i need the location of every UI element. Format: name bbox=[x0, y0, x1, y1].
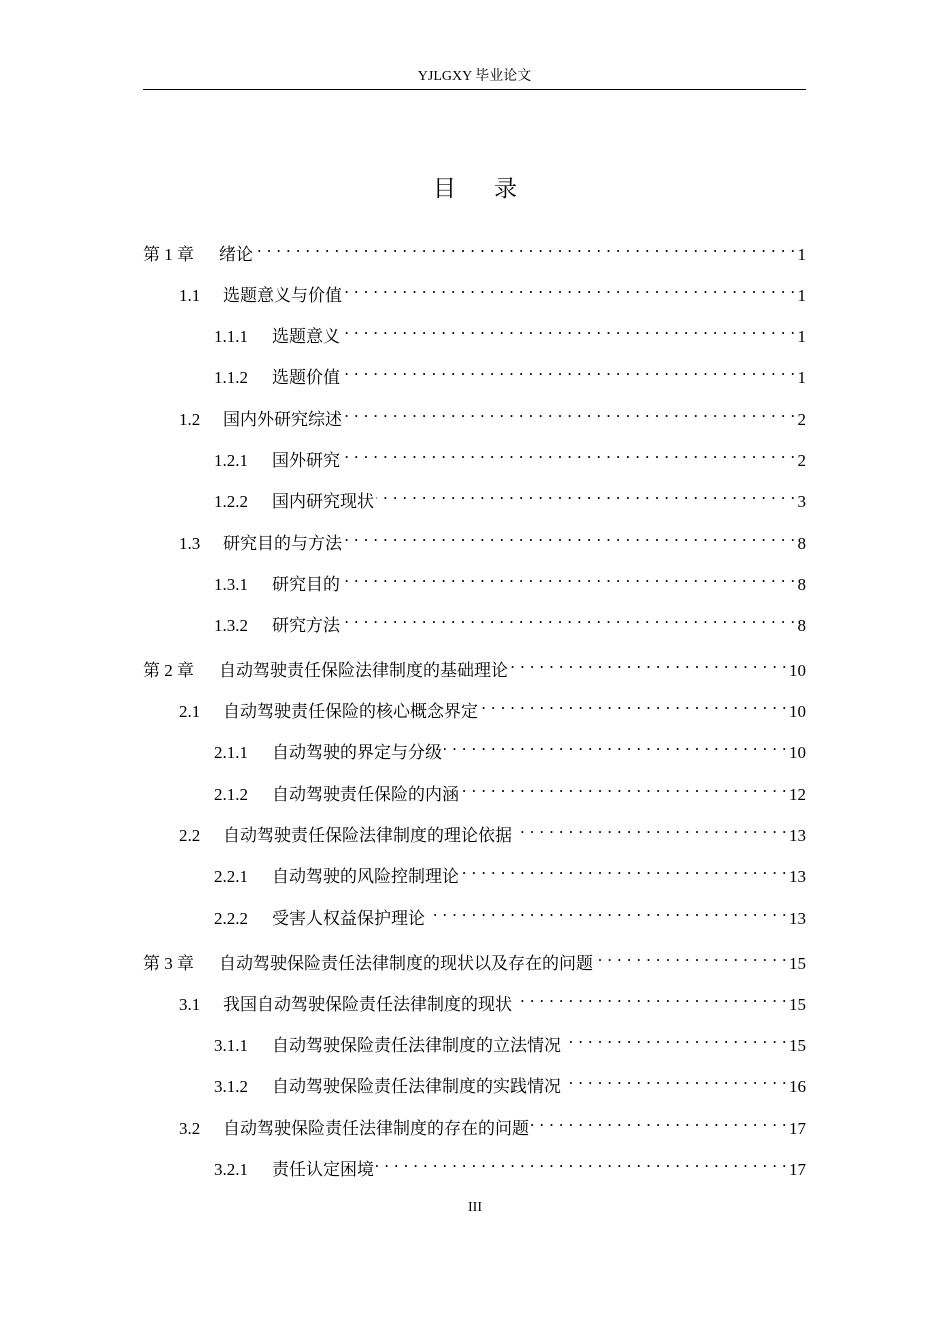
toc-leader-dots bbox=[342, 316, 796, 342]
toc-entry-number: 2.1.2 bbox=[214, 785, 248, 804]
toc-leader-dots bbox=[376, 481, 796, 507]
toc-entry-page: 10 bbox=[789, 743, 806, 762]
toc-entry[interactable] bbox=[143, 1025, 806, 1055]
toc-entry-title: 选题意义 bbox=[272, 327, 340, 346]
toc-entry-page: 10 bbox=[789, 661, 806, 680]
toc-entry-title: 研究目的 bbox=[272, 575, 340, 594]
toc-leader-dots bbox=[563, 1066, 787, 1092]
toc-leader-dots bbox=[342, 440, 796, 466]
toc-entry-title: 自动驾驶保险责任法律制度的现状以及存在的问题 bbox=[219, 954, 593, 973]
toc-entry-number: 2.2.1 bbox=[214, 867, 248, 886]
toc-entry-number: 3.1 bbox=[179, 995, 201, 1014]
toc-entry-page: 1 bbox=[797, 368, 806, 387]
toc-title-left: 目 bbox=[433, 176, 456, 201]
toc-entry-title: 研究方法 bbox=[272, 616, 340, 635]
toc-entry[interactable] bbox=[143, 691, 806, 721]
toc-entry-number: 1.3 bbox=[179, 534, 201, 553]
toc-leader-dots bbox=[514, 815, 787, 841]
toc-leader-dots bbox=[255, 234, 796, 260]
toc-entry-page: 1 bbox=[797, 286, 806, 305]
toc-entry-page: 13 bbox=[789, 909, 806, 928]
toc-leader-dots bbox=[461, 774, 787, 800]
toc-entry-page: 2 bbox=[797, 451, 806, 470]
toc-entry-title: 自动驾驶责任保险法律制度的理论依据 bbox=[223, 826, 512, 845]
toc-entry-page: 15 bbox=[789, 954, 806, 973]
toc-entry-page: 17 bbox=[789, 1119, 806, 1138]
toc-entry-number: 1.1 bbox=[179, 286, 201, 305]
toc-entry-number: 3.1.2 bbox=[214, 1077, 248, 1096]
toc-entry-number: 1.3.1 bbox=[214, 575, 248, 594]
toc-entry-page: 8 bbox=[797, 534, 806, 553]
toc-entry-page: 15 bbox=[789, 995, 806, 1014]
toc-entry-title: 国内外研究综述 bbox=[223, 410, 342, 429]
toc-leader-dots bbox=[376, 1149, 787, 1175]
toc-entry[interactable] bbox=[143, 234, 806, 264]
toc-entry-title: 绪论 bbox=[219, 245, 253, 264]
toc-leader-dots bbox=[344, 275, 796, 301]
toc-entry[interactable] bbox=[143, 815, 806, 845]
toc-entry[interactable] bbox=[143, 856, 806, 886]
toc-entry-page: 1 bbox=[797, 327, 806, 346]
toc-entry-number: 第 1 章 bbox=[143, 245, 194, 264]
toc-entry[interactable] bbox=[143, 1108, 806, 1138]
toc-leader-dots bbox=[514, 984, 787, 1010]
toc-entry-page: 3 bbox=[797, 492, 806, 511]
toc-entry-number: 1.2.1 bbox=[214, 451, 248, 470]
toc-entry-page: 8 bbox=[797, 575, 806, 594]
toc-entry-page: 10 bbox=[789, 702, 806, 721]
toc-leader-dots bbox=[342, 605, 796, 631]
toc-entry-page: 16 bbox=[789, 1077, 806, 1096]
toc-entry-title: 国内研究现状 bbox=[272, 492, 374, 511]
toc-entry-title: 研究目的与方法 bbox=[223, 534, 342, 553]
toc-entry-number: 2.1.1 bbox=[214, 743, 248, 762]
toc-entry[interactable] bbox=[143, 564, 806, 594]
toc-entry[interactable] bbox=[143, 984, 806, 1014]
toc-entry-number: 3.2.1 bbox=[214, 1160, 248, 1179]
toc-entry-title: 选题意义与价值 bbox=[223, 286, 342, 305]
toc-entry-title: 自动驾驶的界定与分级 bbox=[272, 743, 442, 762]
toc-entry-page: 13 bbox=[789, 867, 806, 886]
toc-entry-number: 1.1.1 bbox=[214, 327, 248, 346]
toc-entry-number: 2.1 bbox=[179, 702, 201, 721]
toc-entry-title: 责任认定困境 bbox=[272, 1160, 374, 1179]
toc-entry[interactable] bbox=[143, 650, 806, 680]
toc-entry[interactable] bbox=[143, 605, 806, 635]
toc-leader-dots bbox=[342, 357, 796, 383]
toc-entry[interactable] bbox=[143, 481, 806, 511]
toc-leader-dots bbox=[427, 898, 787, 924]
toc-entry-number: 1.3.2 bbox=[214, 616, 248, 635]
toc-entry[interactable] bbox=[143, 440, 806, 470]
toc-entry-number: 2.2 bbox=[179, 826, 201, 845]
toc-entry-number: 1.1.2 bbox=[214, 368, 248, 387]
toc-entry-title: 自动驾驶责任保险的内涵 bbox=[272, 785, 459, 804]
toc-title bbox=[0, 170, 950, 203]
toc-entry-title: 自动驾驶保险责任法律制度的存在的问题 bbox=[223, 1119, 529, 1138]
page-footer bbox=[0, 1200, 950, 1216]
toc-entry[interactable] bbox=[143, 1149, 806, 1179]
toc-entry[interactable] bbox=[143, 732, 806, 762]
toc-leader-dots bbox=[531, 1108, 787, 1134]
page-number: III bbox=[468, 1200, 482, 1215]
toc-leader-dots bbox=[563, 1025, 787, 1051]
toc-entry-page: 1 bbox=[797, 245, 806, 264]
toc-entry[interactable] bbox=[143, 357, 806, 387]
toc-leader-dots bbox=[510, 650, 787, 676]
toc-entry-title: 受害人权益保护理论 bbox=[272, 909, 425, 928]
header-text: YJLGXY 毕业论文 bbox=[417, 69, 532, 84]
toc-entry-number: 1.2 bbox=[179, 410, 201, 429]
toc-entry-title: 我国自动驾驶保险责任法律制度的现状 bbox=[223, 995, 512, 1014]
toc-title-right: 录 bbox=[494, 176, 517, 201]
toc-entry-page: 17 bbox=[789, 1160, 806, 1179]
toc-entry[interactable] bbox=[143, 275, 806, 305]
toc-entry-number: 1.2.2 bbox=[214, 492, 248, 511]
toc-leader-dots bbox=[595, 943, 787, 969]
toc-entry-page: 15 bbox=[789, 1036, 806, 1055]
toc-entry[interactable] bbox=[143, 898, 806, 928]
toc-entry-page: 2 bbox=[797, 410, 806, 429]
page-header bbox=[143, 68, 806, 90]
toc-entry-number: 第 2 章 bbox=[143, 661, 194, 680]
toc-leader-dots bbox=[444, 732, 787, 758]
toc-entry-title: 自动驾驶保险责任法律制度的立法情况 bbox=[272, 1036, 561, 1055]
toc-entry-page: 8 bbox=[797, 616, 806, 635]
toc-entry-page: 13 bbox=[789, 826, 806, 845]
toc-entry[interactable] bbox=[143, 316, 806, 346]
toc-entry[interactable] bbox=[143, 774, 806, 804]
toc-leader-dots bbox=[344, 399, 796, 425]
toc-entry-number: 3.1.1 bbox=[214, 1036, 248, 1055]
toc-entry-title: 自动驾驶保险责任法律制度的实践情况 bbox=[272, 1077, 561, 1096]
toc-entry-number: 2.2.2 bbox=[214, 909, 248, 928]
toc-leader-dots bbox=[461, 856, 787, 882]
toc-entry-title: 自动驾驶责任保险法律制度的基础理论 bbox=[219, 661, 508, 680]
toc-entry-title: 选题价值 bbox=[272, 368, 340, 387]
toc-entry-title: 自动驾驶责任保险的核心概念界定 bbox=[223, 702, 478, 721]
toc-entry[interactable] bbox=[143, 399, 806, 429]
toc-entry-number: 3.2 bbox=[179, 1119, 201, 1138]
toc-leader-dots bbox=[342, 564, 796, 590]
toc-leader-dots bbox=[344, 523, 796, 549]
toc-leader-dots bbox=[480, 691, 787, 717]
toc-entry-title: 自动驾驶的风险控制理论 bbox=[272, 867, 459, 886]
toc-entry-page: 12 bbox=[789, 785, 806, 804]
toc-entry[interactable] bbox=[143, 523, 806, 553]
toc-entry[interactable] bbox=[143, 943, 806, 973]
toc-entry[interactable] bbox=[143, 1066, 806, 1096]
toc-entry-number: 第 3 章 bbox=[143, 954, 194, 973]
toc-entry-title: 国外研究 bbox=[272, 451, 340, 470]
